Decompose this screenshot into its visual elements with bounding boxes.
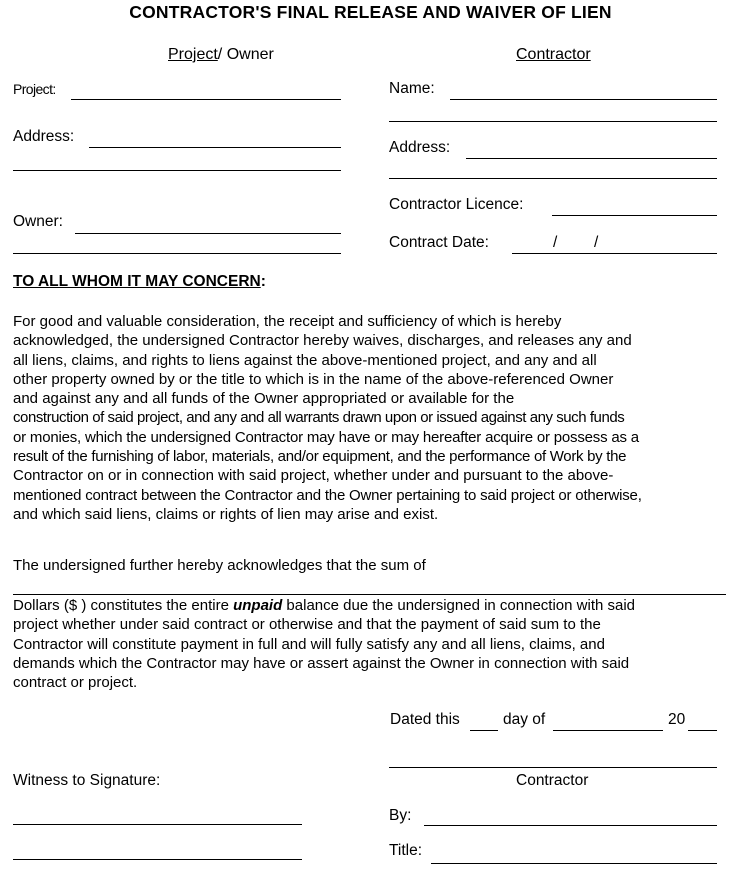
- left-address-input-line-2[interactable]: [13, 170, 341, 171]
- contract-date-slash-2: /: [594, 234, 599, 251]
- contract-date-slash-1: /: [553, 234, 558, 251]
- paragraph-line: acknowledged, the undersigned Contractor hereby waives, discharges, and releases any and: [13, 332, 632, 350]
- licence-input-line[interactable]: [552, 215, 717, 216]
- owner-label: Owner:: [13, 213, 63, 230]
- dated-this-label: Dated this: [390, 711, 460, 728]
- contractor-signature-label: Contractor: [516, 772, 589, 789]
- paragraph-line: construction of said project, and any and all warrants drawn upon or issued against any such funds: [13, 409, 625, 427]
- contractor-signature-line[interactable]: [389, 767, 717, 768]
- owner-input-line[interactable]: [75, 233, 341, 234]
- paragraph-line: demands which the Contractor may have or assert against the Owner in connection with said: [13, 654, 630, 672]
- year-prefix-label: 20: [668, 711, 686, 728]
- project-owner-header: [168, 46, 274, 64]
- name-input-line-2[interactable]: [389, 121, 717, 122]
- paragraph-line: and which said liens, claims or rights of lien may arise and exist.: [13, 505, 439, 523]
- right-address-input-line[interactable]: [466, 158, 717, 159]
- paragraph-line: other property owned by or the title to which is in the name of the above-referenced Owner: [13, 370, 614, 388]
- dollars-text: Dollars ($ ) constitutes the entire: [13, 597, 234, 614]
- contractor-header: Contractor: [516, 46, 591, 63]
- paragraph-line: Contractor on or in connection with said project, whether under and pursuant to the above-: [13, 467, 614, 485]
- witness-signature-line[interactable]: [13, 824, 302, 825]
- release-paragraph: [13, 312, 728, 524]
- paragraph-line: [13, 596, 728, 615]
- year-input-line[interactable]: [688, 730, 717, 731]
- right-address-input-line-2[interactable]: [389, 178, 717, 179]
- document-title: CONTRACTOR'S FINAL RELEASE AND WAIVER OF LIEN: [129, 2, 612, 22]
- owner-input-line-2[interactable]: [13, 253, 341, 254]
- paragraph-line: For good and valuable consideration, the receipt and sufficiency of which is hereby: [13, 313, 562, 330]
- project-label: Project:: [13, 81, 56, 97]
- left-address-label: Address:: [13, 128, 75, 145]
- concern-heading: [13, 273, 266, 291]
- contract-date-label: Contract Date:: [389, 234, 489, 251]
- name-input-line[interactable]: [450, 99, 717, 100]
- title-input-line[interactable]: [431, 863, 717, 864]
- paragraph-line: mentioned contract between the Contractor and the Owner pertaining to said project or otherwise,: [13, 486, 642, 504]
- unpaid-emphasis: unpaid: [233, 597, 283, 614]
- paragraph-line: contract or project.: [13, 674, 138, 692]
- by-input-line[interactable]: [424, 825, 717, 826]
- unpaid-balance-paragraph: [13, 596, 728, 692]
- right-address-label: Address:: [389, 139, 451, 156]
- contract-date-input-line[interactable]: [512, 253, 717, 254]
- paragraph-line: result of the furnishing of labor, materials, and/or equipment, and the performance of Work by the: [13, 448, 627, 466]
- paragraph-line: and against any and all funds of the Owner appropriated or available for the: [13, 390, 515, 408]
- project-header-label: Project: [168, 46, 218, 63]
- concern-heading-text: TO ALL WHOM IT MAY CONCERN: [13, 273, 261, 290]
- paragraph-line: all liens, claims, and rights to liens against the above-mentioned project, and any and all: [13, 351, 597, 369]
- day-input-line[interactable]: [470, 730, 498, 731]
- day-of-label: day of: [503, 711, 546, 728]
- owner-header-label: / Owner: [217, 46, 274, 63]
- sum-sentence: The undersigned further hereby acknowledges that the sum of: [13, 557, 426, 574]
- month-input-line[interactable]: [553, 730, 663, 731]
- project-input-line[interactable]: [71, 99, 341, 100]
- licence-label: Contractor Licence:: [389, 196, 524, 213]
- sum-amount-input-line[interactable]: [13, 594, 726, 595]
- witness-label: Witness to Signature:: [13, 772, 161, 789]
- balance-text: balance due the undersigned in connection with said: [282, 597, 636, 614]
- paragraph-line: project whether under said contract or otherwise and that the payment of said sum to the: [13, 616, 601, 634]
- title-label: Title:: [389, 842, 423, 859]
- by-label: By:: [389, 807, 412, 824]
- name-label: Name:: [389, 80, 435, 97]
- paragraph-line: Contractor will constitute payment in full and will fully satisfy any and all liens, claims, and: [13, 635, 605, 653]
- left-address-input-line[interactable]: [89, 147, 341, 148]
- witness-name-line[interactable]: [13, 859, 302, 860]
- paragraph-line: or monies, which the undersigned Contractor may have or may hereafter acquire or possess as a: [13, 428, 639, 446]
- concern-heading-colon: :: [260, 273, 266, 290]
